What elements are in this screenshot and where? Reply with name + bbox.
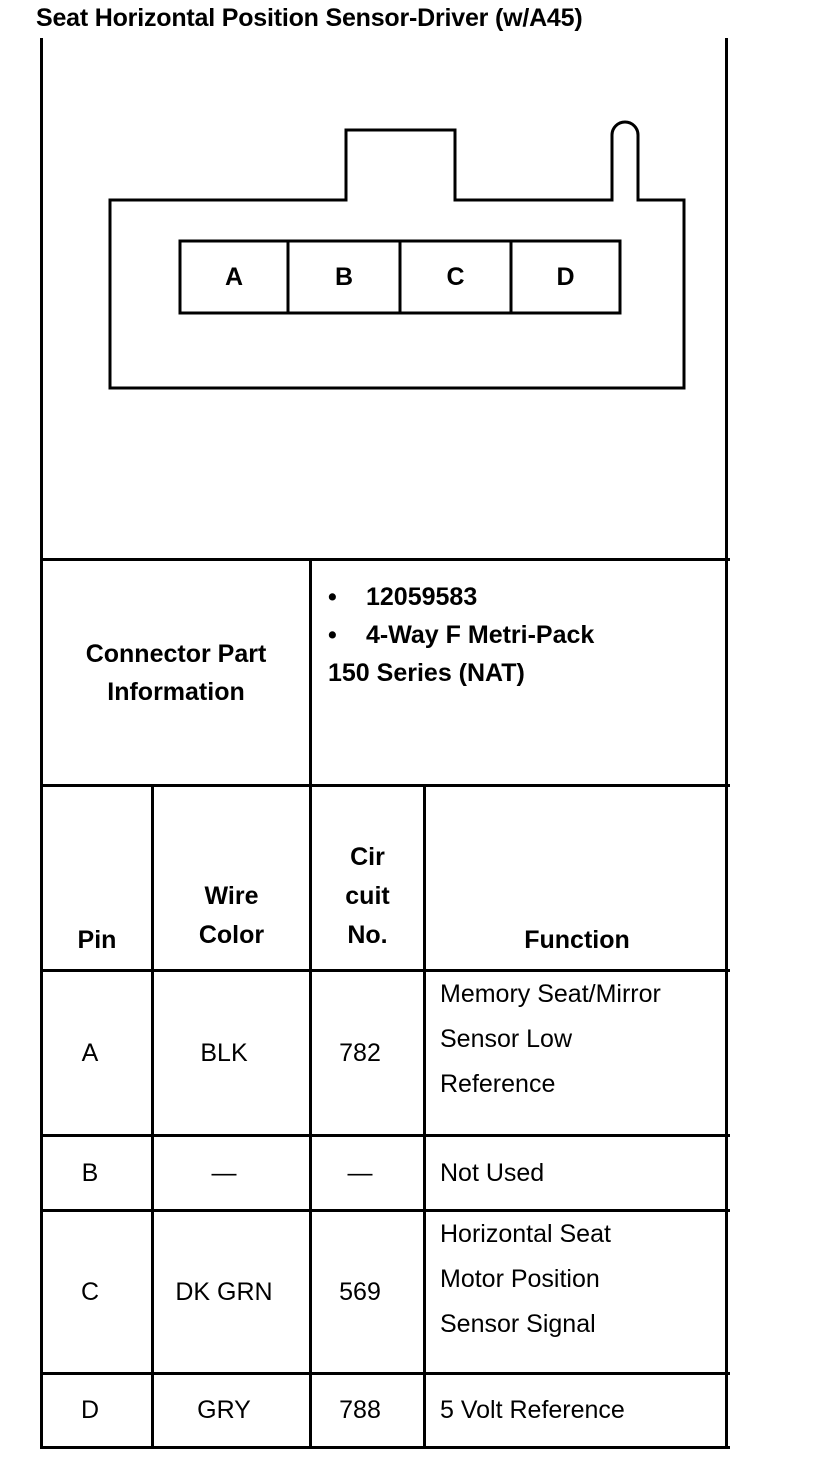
- function-line: Sensor Low: [440, 1025, 573, 1053]
- row-c-function: [426, 1212, 728, 1372]
- header-wire-line1: Wire: [204, 882, 259, 910]
- function-line: Motor Position: [440, 1265, 600, 1293]
- connector-series: 150 Series (NAT): [328, 659, 525, 687]
- connector-part-info-list: [328, 578, 594, 692]
- function-line: Memory Seat/Mirror: [440, 980, 661, 1008]
- row-d-wire: GRY: [197, 1396, 251, 1424]
- header-circuit-line2: cuit: [345, 882, 390, 910]
- part-info-label-line2: Information: [107, 677, 245, 706]
- header-wire-line2: Color: [198, 921, 265, 949]
- pin-cavity-label-b: B: [334, 262, 354, 291]
- row-b-circuit: —: [347, 1158, 373, 1187]
- row-b-pin: B: [81, 1158, 99, 1187]
- connector-type: 4-Way F Metri-Pack: [366, 621, 595, 649]
- header-circuit-line3: No.: [347, 921, 388, 949]
- header-circuit-no: [312, 787, 423, 969]
- row-c-wire: DK GRN: [175, 1277, 273, 1306]
- function-line: Sensor Signal: [440, 1310, 596, 1338]
- row-d-circuit: 788: [339, 1396, 381, 1424]
- row-a-circuit: 782: [339, 1038, 381, 1067]
- header-wire-color: [154, 787, 309, 969]
- connector-part-info-label: [43, 561, 309, 784]
- function-line: Reference: [440, 1070, 556, 1098]
- bullet-icon: •: [328, 583, 337, 611]
- row-b-function: Not Used: [440, 1158, 545, 1187]
- row-b-wire: —: [211, 1158, 237, 1187]
- function-line: Horizontal Seat: [440, 1220, 611, 1248]
- part-info-label-line1: Connector Part: [85, 639, 267, 668]
- row-c-circuit: 569: [339, 1277, 381, 1306]
- row-c-pin: C: [80, 1277, 100, 1306]
- row-a-wire: BLK: [200, 1038, 248, 1067]
- row-a-pin: A: [81, 1038, 99, 1067]
- header-function: Function: [524, 926, 630, 954]
- part-number: 12059583: [366, 583, 478, 611]
- pin-cavity-label-a: A: [224, 262, 244, 291]
- page-title: Seat Horizontal Position Sensor-Driver (w/A45): [36, 4, 583, 32]
- bullet-icon: •: [328, 621, 337, 649]
- header-pin: Pin: [77, 926, 117, 954]
- header-circuit-line1: Cir: [350, 843, 385, 871]
- divider: [40, 1446, 730, 1449]
- row-d-function: 5 Volt Reference: [440, 1396, 625, 1424]
- pin-cavity-label-d: D: [556, 262, 575, 291]
- row-d-pin: D: [80, 1396, 100, 1424]
- pin-cavity-label-c: C: [446, 262, 465, 291]
- row-a-function: [426, 972, 728, 1134]
